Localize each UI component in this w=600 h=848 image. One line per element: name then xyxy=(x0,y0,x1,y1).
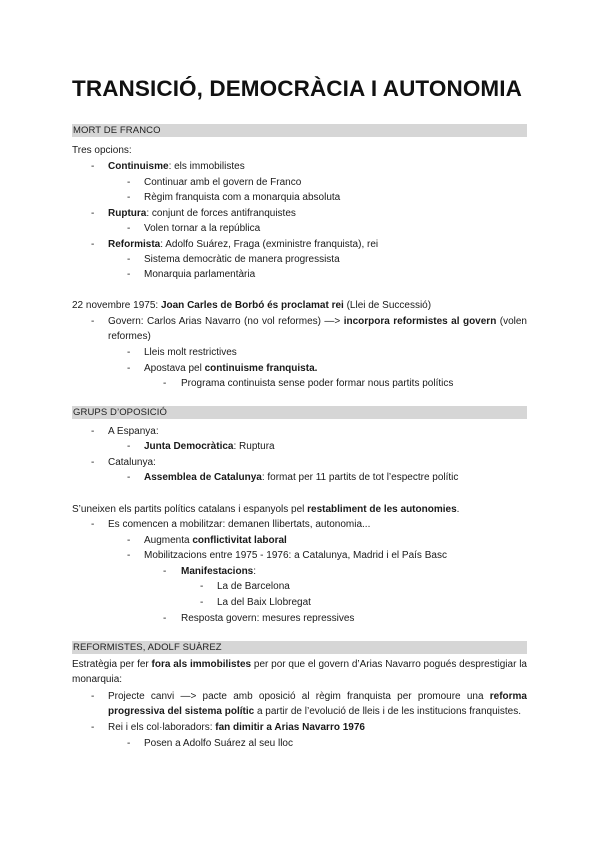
bullet: - xyxy=(163,613,167,624)
subitem-assemblea: Assemblea de Catalunya: format per 11 partits de tot l’espectre polític xyxy=(144,472,459,483)
section-header-reformistes: REFORMISTES, ADOLF SUÀREZ xyxy=(72,641,527,654)
subsubitem-resposta: Resposta govern: mesures repressives xyxy=(181,613,355,624)
item-baix-llobregat: La del Baix Llobregat xyxy=(217,597,311,608)
bullet: - xyxy=(127,269,131,280)
bullet: - xyxy=(127,254,131,265)
subitem-monarquia: Monarquia parlamentària xyxy=(144,269,256,280)
bullet: - xyxy=(127,441,131,452)
document-title: TRANSICIÓ, DEMOCRÀCIA I AUTONOMIA xyxy=(72,76,522,101)
bullet: - xyxy=(127,192,131,203)
subitem-posen: Posen a Adolfo Suárez al seu lloc xyxy=(144,738,293,749)
item-reformista: Reformista: Adolfo Suárez, Fraga (exministre franquista), rei xyxy=(108,239,379,250)
bullet: - xyxy=(91,316,95,327)
bullet: - xyxy=(127,347,131,358)
section-header-grups-oposicio: GRUPS D’OPOSICIÓ xyxy=(72,406,527,419)
item-mobilitzar: Es comencen a mobilitzar: demanen llibertats, autonomia... xyxy=(108,519,371,530)
item-projecte: Projecte canvi —> pacte amb oposició al règim franquista per promoure una reforma xyxy=(108,691,527,702)
subitem-regim: Règim franquista com a monarquia absoluta xyxy=(144,192,341,203)
subitem-sistema: Sistema democràtic de manera progressista xyxy=(144,254,340,265)
text-tres-opcions: Tres opcions: xyxy=(72,145,132,156)
bullet: - xyxy=(91,239,95,250)
bullet: - xyxy=(127,363,131,374)
bullet: - xyxy=(163,378,167,389)
item-catalunya: Catalunya: xyxy=(108,457,156,468)
bullet: - xyxy=(91,722,95,733)
bullet: - xyxy=(127,535,131,546)
bullet: - xyxy=(91,161,95,172)
text-autonomies: S’uneixen els partits polítics catalans i espanyols pel restabliment de les autonomies. xyxy=(72,504,460,515)
bullet: - xyxy=(200,581,204,592)
bullet: - xyxy=(127,223,131,234)
subitem-lleis: Lleis molt restrictives xyxy=(144,347,237,358)
section-header-mort-de-franco: MORT DE FRANCO xyxy=(72,124,527,137)
text-estrategia-cont: monarquia: xyxy=(72,674,123,685)
bullet: - xyxy=(91,519,95,530)
bullet: - xyxy=(200,597,204,608)
subitem-republica: Volen tornar a la república xyxy=(144,223,261,234)
item-ruptura: Ruptura: conjunt de forces antifranquistes xyxy=(108,208,296,219)
item-govern-cont: reformes) xyxy=(108,331,151,342)
bullet: - xyxy=(127,177,131,188)
bullet: - xyxy=(127,550,131,561)
subitem-conflictivitat: Augmenta conflictivitat laboral xyxy=(144,535,287,546)
subitem-apostava: Apostava pel continuisme franquista. xyxy=(144,363,318,374)
item-govern: Govern: Carlos Arias Navarro (no vol reformes) —> incorpora reformistes al govern (volen xyxy=(108,316,527,327)
bullet: - xyxy=(127,472,131,483)
subitem-junta: Junta Democràtica: Ruptura xyxy=(144,441,275,452)
item-continuisme: Continuisme: els immobilistes xyxy=(108,161,245,172)
bullet: - xyxy=(91,426,95,437)
subsubitem-programa: Programa continuista sense poder formar nous partits polítics xyxy=(181,378,454,389)
bullet: - xyxy=(163,566,167,577)
subitem-mobilitzacions: Mobilitzacions entre 1975 - 1976: a Catalunya, Madrid i el País Basc xyxy=(144,550,447,561)
text-proclamacio: 22 novembre 1975: Joan Carles de Borbó és proclamat rei (Llei de Successió) xyxy=(72,300,432,311)
item-projecte-cont: progressiva del sistema polític a partir de l’evolució de lleis i de les institucions franquistes. xyxy=(108,706,521,717)
text-estrategia: Estratègia per fer fora als immobilistes per por que el govern d’Arias Navarro pogués desprestigiar la xyxy=(72,659,527,670)
item-barcelona: La de Barcelona xyxy=(217,581,290,592)
bullet: - xyxy=(91,457,95,468)
item-rei: Rei i els col·laboradors: fan dimitir a Arias Navarro 1976 xyxy=(108,722,365,733)
bullet: - xyxy=(127,738,131,749)
bullet: - xyxy=(91,691,95,702)
subitem-continuar: Continuar amb el govern de Franco xyxy=(144,177,302,188)
subsubitem-manifestacions: Manifestacions: xyxy=(181,566,257,577)
bullet: - xyxy=(91,208,95,219)
item-espanya: A Espanya: xyxy=(108,426,159,437)
